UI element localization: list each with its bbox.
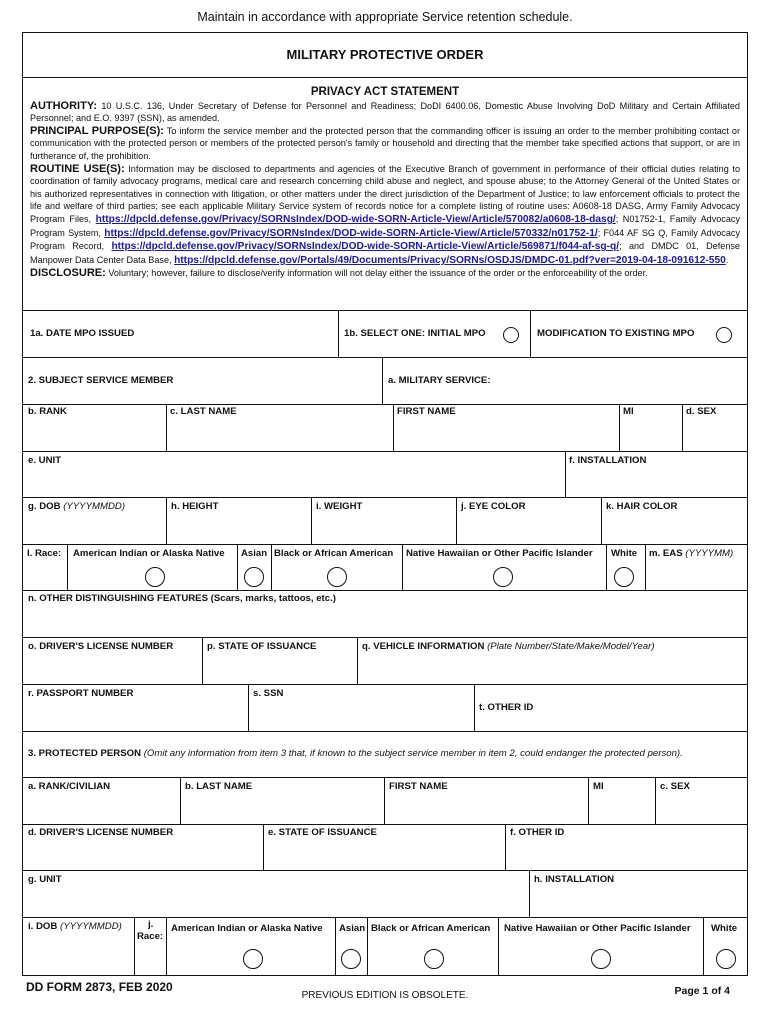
rule bbox=[22, 544, 748, 545]
rule bbox=[335, 917, 336, 976]
hair-color-label: k. HAIR COLOR bbox=[606, 501, 678, 512]
protected-dob-label bbox=[28, 921, 122, 932]
middle-initial-label: MI bbox=[623, 406, 634, 417]
rule bbox=[367, 917, 368, 976]
rule bbox=[393, 404, 394, 451]
authority-text: 10 U.S.C. 136, Under Secretary of Defense for Personnel and Readiness; DoDI 6400.06, Domestic Abuse Involving DoD Military and Certain Affiliated Personnel; and E.O. 9397 (SSN), as amended. bbox=[30, 100, 740, 124]
protected-drivers-license-label: d. DRIVER'S LICENSE NUMBER bbox=[28, 827, 174, 838]
protected-person-label: 3. PROTECTED PERSON bbox=[28, 748, 142, 759]
rule bbox=[237, 544, 238, 590]
protected-race-radio-black[interactable] bbox=[424, 949, 444, 969]
rule bbox=[22, 777, 748, 778]
protected-mi-label: MI bbox=[593, 781, 604, 792]
routine-label: ROUTINE USE(S): bbox=[30, 162, 125, 175]
rule bbox=[134, 917, 135, 976]
disclosure-label: DISCLOSURE: bbox=[30, 267, 106, 280]
purpose-text: To inform the service member and the protected person that the commanding officer is issuing an order to the member prohibiting contact or communication with the protected person or members of the protected person's family or household and directing that the member take specified actions that support, or are in furtherance of, the prohibition. bbox=[30, 125, 740, 161]
sorn-link-army[interactable]: https://dpcld.defense.gov/Privacy/SORNsIndex/DOD-wide-SORN-Article-View/Article/570082/a0608-18-dasg/ bbox=[95, 213, 616, 225]
drivers-license-label: o. DRIVER'S LICENSE NUMBER bbox=[28, 641, 174, 652]
eas-label-text: m. EAS bbox=[649, 548, 683, 559]
rule bbox=[22, 824, 748, 825]
protected-dob-text: i. DOB bbox=[28, 921, 58, 932]
rule bbox=[357, 637, 358, 684]
rank-label: b. RANK bbox=[28, 406, 67, 417]
rule bbox=[22, 731, 748, 732]
rule bbox=[619, 404, 620, 451]
sex-label: d. SEX bbox=[686, 406, 717, 417]
state-of-issuance-label: p. STATE OF ISSUANCE bbox=[207, 641, 317, 652]
rule bbox=[166, 917, 167, 976]
rule bbox=[498, 917, 499, 976]
protected-unit-label: g. UNIT bbox=[28, 874, 62, 885]
rule bbox=[22, 917, 748, 918]
routine-text-2: ; N01752-1, Family Advocacy Program System, bbox=[30, 213, 740, 238]
routine-text-4: ; and DMDC 01, Defense Manpower Data Center Data Base, bbox=[30, 241, 740, 265]
race-radio-american-indian[interactable] bbox=[145, 567, 165, 587]
protected-race-radio-white[interactable] bbox=[716, 949, 736, 969]
rule bbox=[22, 684, 748, 685]
protected-dob-hint: (YYYYMMDD) bbox=[60, 921, 122, 932]
protected-race-option-american-indian: American Indian or Alaska Native bbox=[171, 923, 323, 934]
rule bbox=[22, 590, 748, 591]
protected-other-id-label: f. OTHER ID bbox=[510, 827, 565, 838]
sorn-link-air-force[interactable]: https://dpcld.defense.gov/Privacy/SORNsIndex/DOD-wide-SORN-Article-View/Article/569871/f044-af-sg-q/ bbox=[111, 241, 620, 253]
authority-paragraph bbox=[30, 100, 740, 125]
protected-person-note: (Omit any information from item 3 that, if known to the subject service member in item 2, could endanger the protected person). bbox=[143, 748, 683, 759]
unit-label: e. UNIT bbox=[28, 455, 62, 466]
initial-mpo-radio[interactable] bbox=[503, 327, 519, 343]
rule bbox=[402, 544, 403, 590]
rule bbox=[311, 497, 312, 544]
rule bbox=[22, 870, 748, 871]
rule bbox=[474, 684, 475, 731]
race-radio-white[interactable] bbox=[614, 567, 634, 587]
privacy-act-statement bbox=[30, 86, 740, 280]
eas-label bbox=[649, 548, 733, 559]
first-name-label: FIRST NAME bbox=[397, 406, 456, 417]
protected-last-name-label: b. LAST NAME bbox=[185, 781, 253, 792]
rule bbox=[248, 684, 249, 731]
race-option-black: Black or African American bbox=[274, 548, 394, 559]
rule bbox=[22, 310, 748, 311]
race-option-asian: Asian bbox=[241, 548, 268, 559]
rule bbox=[271, 544, 272, 590]
protected-installation-label: h. INSTALLATION bbox=[534, 874, 615, 885]
form-title: MILITARY PROTECTIVE ORDER bbox=[22, 32, 748, 78]
previous-edition-note: PREVIOUS EDITION IS OBSOLETE. bbox=[301, 990, 469, 1001]
installation-label: f. INSTALLATION bbox=[569, 455, 647, 466]
form-identifier: DD FORM 2873, FEB 2020 bbox=[26, 980, 173, 994]
last-name-label: c. LAST NAME bbox=[170, 406, 237, 417]
protected-race-number: j. bbox=[148, 919, 154, 930]
routine-text-1: Information may be disclosed to departments and agencies of the Executive Branch of government in performance of their official duties relating to coordination of family advocacy programs, medical care and research concerning child abuse and neglect, and spouse abuse; to the Attorney General of the United States or his authorized representatives in connection with litigation, or other matters under the direct jurisdiction of the Department of Justice; to law enforcement officials to protect the life and welfare of third parties; see each applicable Military Service system of records notice for a complete listing of routine uses: A0608-18 DASG, Army Family Advocacy Program Files, bbox=[30, 163, 740, 224]
protected-race-option-pacific-islander: Native Hawaiian or Other Pacific Islander bbox=[504, 923, 691, 934]
rule bbox=[565, 451, 566, 497]
race-radio-black[interactable] bbox=[327, 567, 347, 587]
rule bbox=[505, 824, 506, 870]
protected-race-radio-asian[interactable] bbox=[341, 949, 361, 969]
vehicle-information-label bbox=[362, 641, 655, 652]
rule bbox=[682, 404, 683, 451]
eas-format-hint: (YYYYMM) bbox=[685, 548, 734, 559]
other-id-label: t. OTHER ID bbox=[479, 702, 534, 713]
rule bbox=[601, 497, 602, 544]
protected-state-of-issuance-label: e. STATE OF ISSUANCE bbox=[268, 827, 377, 838]
protected-race-label: Race: bbox=[137, 931, 164, 942]
race-option-white: White bbox=[611, 548, 638, 559]
protected-race-radio-american-indian[interactable] bbox=[243, 949, 263, 969]
dob-format-hint: (YYYYMMDD) bbox=[63, 501, 126, 512]
rule bbox=[703, 917, 704, 976]
purpose-paragraph bbox=[30, 125, 740, 163]
military-service-label: a. MILITARY SERVICE: bbox=[388, 375, 491, 386]
rule bbox=[202, 637, 203, 684]
race-radio-pacific-islander[interactable] bbox=[493, 567, 513, 587]
height-label: h. HEIGHT bbox=[171, 501, 219, 512]
rule bbox=[166, 404, 167, 451]
rule bbox=[22, 357, 748, 358]
rule bbox=[22, 637, 748, 638]
rule bbox=[606, 544, 607, 590]
initial-mpo-label: 1b. SELECT ONE: INITIAL MPO bbox=[344, 328, 486, 339]
disclosure-paragraph bbox=[30, 267, 740, 280]
eye-color-label: j. EYE COLOR bbox=[461, 501, 526, 512]
date-mpo-issued-label: 1a. DATE MPO ISSUED bbox=[30, 328, 135, 339]
rule bbox=[529, 870, 530, 917]
page-number: Page 1 of 4 bbox=[674, 985, 730, 997]
race-label: l. Race: bbox=[27, 548, 62, 559]
authority-label: AUTHORITY: bbox=[30, 99, 98, 112]
protected-race-option-white: White bbox=[711, 923, 738, 934]
race-option-american-indian: American Indian or Alaska Native bbox=[73, 548, 225, 559]
rule bbox=[645, 544, 646, 590]
rule bbox=[530, 310, 531, 357]
privacy-heading: PRIVACY ACT STATEMENT bbox=[310, 86, 460, 98]
ssn-label: s. SSN bbox=[253, 688, 284, 699]
protected-rank-label: a. RANK/CIVILIAN bbox=[28, 781, 111, 792]
dob-label-text: g. DOB bbox=[28, 501, 61, 512]
retention-note: Maintain in accordance with appropriate Service retention schedule. bbox=[197, 10, 573, 24]
rule bbox=[22, 451, 748, 452]
protected-sex-label: c. SEX bbox=[660, 781, 690, 792]
disclosure-text: Voluntary; however, failure to disclose/verify information will not delay either the issuance of the order or the enforceability of the order. bbox=[108, 268, 648, 279]
rule bbox=[588, 777, 589, 824]
rule bbox=[456, 497, 457, 544]
protected-race-option-asian: Asian bbox=[339, 923, 366, 934]
protected-race-option-black: Black or African American bbox=[371, 923, 491, 934]
vehicle-information-text: q. VEHICLE INFORMATION bbox=[362, 641, 485, 652]
race-option-pacific-islander: Native Hawaiian or Other Pacific Islander bbox=[406, 548, 593, 559]
race-radio-asian[interactable] bbox=[244, 567, 264, 587]
modification-mpo-radio[interactable] bbox=[716, 327, 732, 343]
vehicle-information-hint: (Plate Number/State/Make/Model/Year) bbox=[487, 641, 655, 652]
sorn-link-navy[interactable]: https://dpcld.defense.gov/Privacy/SORNsIndex/DOD-wide-SORN-Article-View/Article/570332/n01752-1/ bbox=[104, 227, 598, 239]
rule bbox=[22, 497, 748, 498]
routine-uses-paragraph bbox=[30, 163, 740, 268]
modification-mpo-label: MODIFICATION TO EXISTING MPO bbox=[537, 328, 695, 339]
weight-label: i. WEIGHT bbox=[316, 501, 363, 512]
passport-number-label: r. PASSPORT NUMBER bbox=[28, 688, 134, 699]
routine-text-5: . bbox=[725, 254, 729, 265]
rule bbox=[22, 404, 748, 405]
rule bbox=[655, 777, 656, 824]
rule bbox=[166, 497, 167, 544]
dob-label bbox=[28, 501, 125, 512]
routine-text-3: ; F044 AF SG Q, Family Advocacy Program Record, bbox=[30, 227, 740, 252]
sorn-link-dmdc[interactable]: https://dpcld.defense.gov/Portals/49/Documents/Privacy/SORNs/OSDJS/DMDC-01.pdf?ver=2019-04-18-091612-550 bbox=[174, 254, 726, 266]
purpose-label: PRINCIPAL PURPOSE(S): bbox=[30, 124, 164, 137]
rule bbox=[382, 357, 383, 404]
subject-service-member-label: 2. SUBJECT SERVICE MEMBER bbox=[28, 375, 174, 386]
protected-first-name-label: FIRST NAME bbox=[389, 781, 448, 792]
rule bbox=[384, 777, 385, 824]
protected-person-heading bbox=[28, 748, 683, 759]
protected-race-radio-pacific-islander[interactable] bbox=[591, 949, 611, 969]
rule bbox=[180, 777, 181, 824]
rule bbox=[338, 310, 339, 357]
distinguishing-features-label: n. OTHER DISTINGUISHING FEATURES (Scars, marks, tattoos, etc.) bbox=[28, 593, 336, 604]
rule bbox=[67, 544, 68, 590]
rule bbox=[263, 824, 264, 870]
